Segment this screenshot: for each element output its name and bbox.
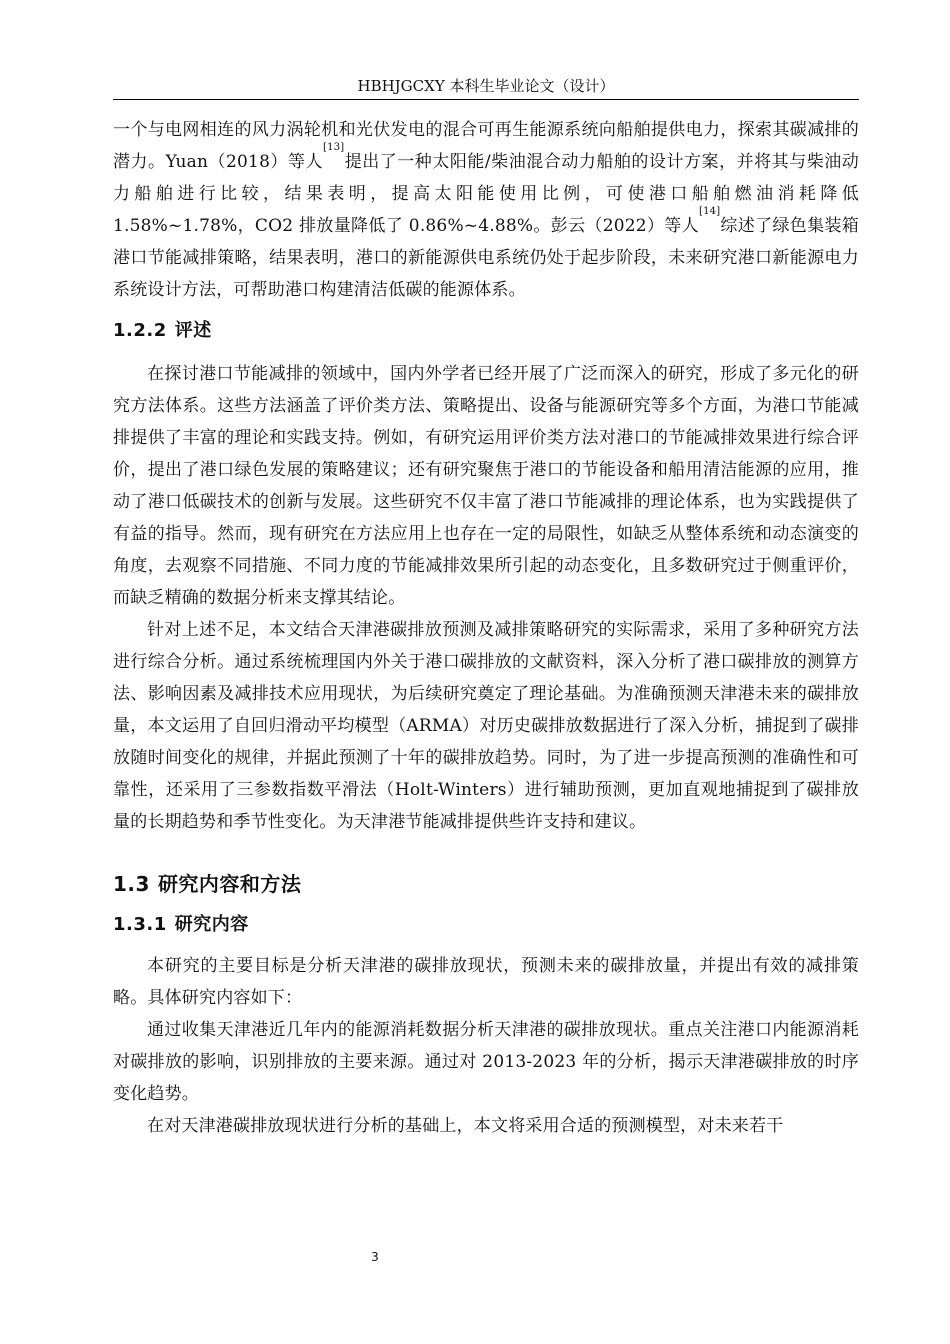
section-heading-1-2-2 — [113, 318, 859, 344]
citation-ref-13: [13] — [323, 142, 345, 153]
running-header: HBHJGCXY 本科生毕业论文（设计） — [357, 77, 615, 95]
paragraph-research-goal: 本研究的主要目标是分析天津港的碳排放现状，预测未来的碳排放量，并提出有效的减排策略。具体研究内容如下： — [113, 956, 859, 1008]
paragraph-text: 综述了绿色集装箱港口节能减排策略，结果表明，港口的新能源供电系统仍处于起步阶段，未来研究港口新能源电力系统设计方法，可帮助港口构建清洁低碳的能源体系。 — [113, 216, 859, 300]
page-body — [113, 114, 859, 1142]
section-number: 1.3.1 — [113, 914, 167, 935]
section-title: 研究内容 — [174, 914, 249, 935]
section-title: 研究内容和方法 — [157, 872, 302, 896]
section-number: 1.3 — [113, 872, 150, 896]
paragraph-continued — [113, 114, 859, 306]
section-number: 1.2.2 — [113, 320, 167, 341]
section-heading-1-3 — [113, 870, 859, 898]
citation-ref-14: [14] — [698, 206, 721, 217]
page-number: 3 — [371, 1250, 379, 1264]
paragraph-research-content-1: 通过收集天津港近几年内的能源消耗数据分析天津港的碳排放现状。重点关注港口内能源消耗对碳排放的影响，识别排放的主要来源。通过对 2013-2023 年的分析，揭示天津港碳排放的时序变化趋势。 — [113, 1020, 859, 1104]
paragraph-text: 提出了一种太阳能/柴油混合动力船舶的设计方案，并将其与柴油动力船舶进行比较，结果表明，提高太阳能使用比例，可使港口船舶燃油消耗降低 1.58%~1.78%，CO2 排放量降低了 0.86%~4.88%。彭云（2022）等人 — [113, 152, 860, 236]
paragraph-text: 一个与电网相连的风力涡轮机和光伏发电的混合可再生能源系统向船舶提供电力，探索其碳减排的潜力。Yuan（2018）等人 — [113, 120, 859, 172]
paragraph-research-content-2: 在对天津港碳排放现状进行分析的基础上，本文将采用合适的预测模型，对未来若干 — [147, 1116, 784, 1136]
section-heading-1-3-1 — [113, 912, 859, 938]
header-divider — [113, 99, 859, 100]
paragraph-methods-summary: 针对上述不足，本文结合天津港碳排放预测及减排策略研究的实际需求，采用了多种研究方法进行综合分析。通过系统梳理国内外关于港口碳排放的文献资料，深入分析了港口碳排放的测算方法、影响因素及减排技术应用现状，为后续研究奠定了理论基础。为准确预测天津港未来的碳排放量，本文运用了自回归滑动平均模型（ARMA）对历史碳排放数据进行了深入分析，捕捉到了碳排放随时间变化的规律，并据此预测了十年的碳排放趋势。同时，为了进一步提高预测的准确性和可靠性，还采用了三参数指数平滑法（Holt-Winters）进行辅助预测，更加直观地捕捉到了碳排放量的长期趋势和季节性变化。为天津港节能减排提供些许支持和建议。 — [113, 620, 859, 832]
paragraph-review: 在探讨港口节能减排的领域中，国内外学者已经开展了广泛而深入的研究，形成了多元化的研究方法体系。这些方法涵盖了评价类方法、策略提出、设备与能源研究等多个方面，为港口节能减排提供了丰富的理论和实践支持。例如，有研究运用评价类方法对港口的节能减排效果进行综合评价，提出了港口绿色发展的策略建议；还有研究聚焦于港口的节能设备和船用清洁能源的应用，推动了港口低碳技术的创新与发展。这些研究不仅丰富了港口节能减排的理论体系，也为实践提供了有益的指导。然而，现有研究在方法应用上也存在一定的局限性，如缺乏从整体系统和动态演变的角度，去观察不同措施、不同力度的节能减排效果所引起的动态变化，且多数研究过于侧重评价，而缺乏精确的数据分析来支撑其结论。 — [113, 364, 859, 608]
section-title: 评述 — [174, 320, 212, 341]
